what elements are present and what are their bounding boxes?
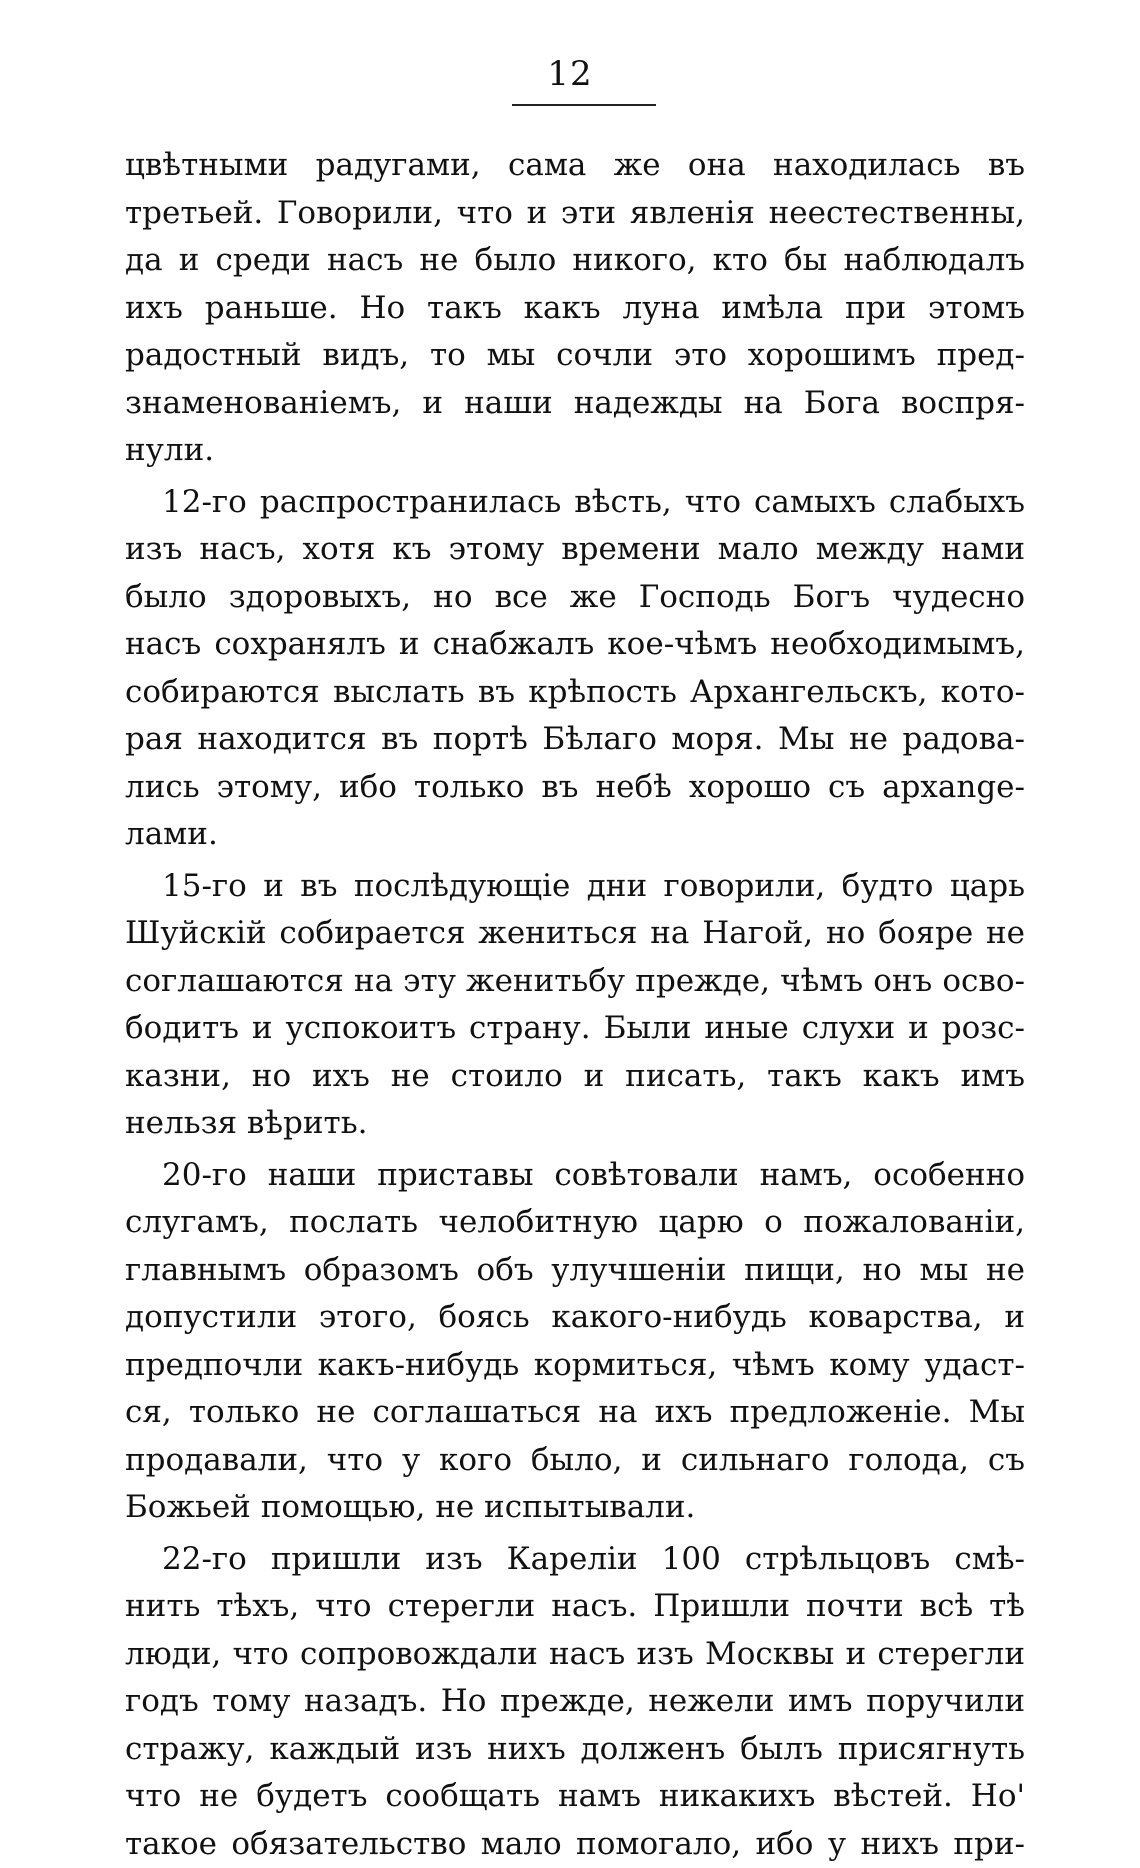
text-line: 15-го и въ послѣдующіе дни говорили, будто царь (125, 863, 1025, 911)
text-line: лами. (125, 811, 1025, 859)
text-line: стражу, каждый изъ нихъ долженъ былъ присягнуть (125, 1726, 1025, 1774)
text-line: изъ насъ, хотя къ этому времени мало между нами (125, 526, 1025, 574)
text-line: знаменованіемъ, и наши надежды на Бога воспря- (125, 380, 1025, 428)
header-rule (512, 104, 656, 106)
text-line: слугамъ, послать челобитную царю о пожалованіи, (125, 1199, 1025, 1247)
text-line: продавали, что у кого было, и сильнаго голода, съ (125, 1437, 1025, 1485)
text-line: цвѣтными радугами, сама же она находилась въ (125, 142, 1025, 190)
text-line: что не будетъ сообщать намъ никакихъ вѣстей. Но' (125, 1773, 1025, 1821)
text-line: третьей. Говорили, что и эти явленія неестественны, (125, 190, 1025, 238)
text-line: лись этому, ибо только въ небѣ хорошо съ архange- (125, 764, 1025, 812)
text-line: нельзя вѣрить. (125, 1100, 1025, 1148)
text-line: Шуйскій собирается жениться на Нагой, но бояре не (125, 910, 1025, 958)
text-line: казни, но ихъ не стоило и писать, такъ какъ имъ (125, 1053, 1025, 1101)
text-line: предпочли какъ-нибудь кормиться, чѣмъ кому удаст- (125, 1342, 1025, 1390)
text-line: такое обязательство мало помогало, ибо у нихъ при- (125, 1821, 1025, 1868)
paragraph-entry-22 (125, 1536, 1025, 1868)
text-line: да и среди насъ не было никого, кто бы наблюдалъ (125, 237, 1025, 285)
text-line: собираются выслать въ крѣпость Архангельскъ, кото- (125, 669, 1025, 717)
text-line: ихъ раньше. Но такъ какъ луна имѣла при этомъ (125, 285, 1025, 333)
text-line: рая находится въ портѣ Бѣлаго моря. Мы не радова- (125, 716, 1025, 764)
page-body (125, 142, 1025, 1868)
paragraph-continued (125, 142, 1025, 475)
paragraph-entry-12 (125, 479, 1025, 859)
text-line: 12-го распространилась вѣсть, что самыхъ слабыхъ (125, 479, 1025, 527)
text-line: Божьей помощью, не испытывали. (125, 1484, 1025, 1532)
text-line: годъ тому назадъ. Но прежде, нежели имъ поручили (125, 1678, 1025, 1726)
text-line: бодитъ и успокоитъ страну. Были иные слухи и розс- (125, 1005, 1025, 1053)
paragraph-entry-20 (125, 1152, 1025, 1532)
text-line: было здоровыхъ, но все же Господь Богъ чудесно (125, 574, 1025, 622)
text-line: главнымъ образомъ объ улучшеніи пищи, но мы не (125, 1247, 1025, 1295)
page-number: 12 (0, 54, 1140, 94)
text-line: нули. (125, 427, 1025, 475)
text-line: насъ сохранялъ и снабжалъ кое-чѣмъ необходимымъ, (125, 621, 1025, 669)
text-line: нить тѣхъ, что стерегли насъ. Пришли почти всѣ тѣ (125, 1583, 1025, 1631)
text-line: соглашаются на эту женитьбу прежде, чѣмъ онъ осво- (125, 958, 1025, 1006)
text-line: люди, что сопровождали насъ изъ Москвы и стерегли (125, 1631, 1025, 1679)
paragraph-entry-15 (125, 863, 1025, 1148)
text-line: ся, только не соглашаться на ихъ предложеніе. Мы (125, 1389, 1025, 1437)
text-line: радостный видъ, то мы сочли это хорошимъ пред- (125, 332, 1025, 380)
text-line: допустили этого, боясь какого-нибудь коварства, и (125, 1294, 1025, 1342)
text-line: 22-го пришли изъ Кареліи 100 стрѣльцовъ смѣ- (125, 1536, 1025, 1584)
text-line: 20-го наши приставы совѣтовали намъ, особенно (125, 1152, 1025, 1200)
